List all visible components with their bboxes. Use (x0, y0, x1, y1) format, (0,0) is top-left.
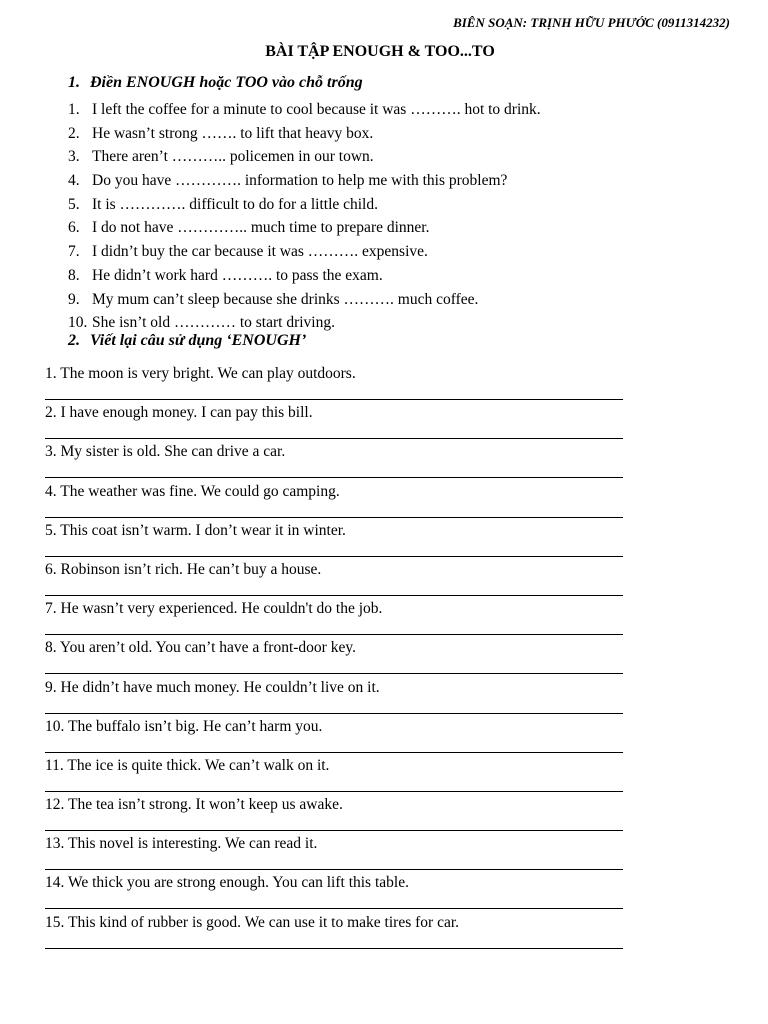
list-item (68, 290, 541, 314)
item-number: 2. (68, 124, 80, 142)
item-number: 3. (68, 148, 80, 166)
list-item (45, 834, 625, 873)
list-item (68, 266, 541, 290)
item-number: 6. (68, 219, 80, 237)
section-1-heading (68, 74, 363, 92)
worksheet-title-text: BÀI TẬP ENOUGH & TOO...TO (265, 43, 495, 60)
item-text: Do you have …………. information to help me with this problem? (92, 172, 508, 190)
author-credit: BIÊN SOẠN: TRỊNH HỮU PHƯỚC (0911314232) (453, 15, 730, 30)
item-number: 10. (68, 314, 88, 332)
list-item (68, 147, 541, 171)
answer-line[interactable] (45, 752, 623, 753)
list-item (68, 242, 541, 266)
item-text: It is …………. difficult to do for a little child. (92, 195, 378, 213)
question-text: 13. This novel is interesting. We can read it. (45, 835, 318, 853)
list-item (45, 482, 625, 521)
answer-line[interactable] (45, 399, 623, 400)
item-number: 9. (68, 290, 80, 308)
list-item (68, 100, 541, 124)
question-text: 11. The ice is quite thick. We can’t walk on it. (45, 756, 330, 774)
item-text: I didn’t buy the car because it was ………. expensive. (92, 243, 428, 261)
list-item (68, 218, 541, 242)
answer-line[interactable] (45, 908, 623, 909)
list-item (45, 913, 625, 952)
item-number: 1. (68, 101, 80, 118)
question-text: 12. The tea isn’t strong. It won’t keep us awake. (45, 796, 343, 814)
list-item (45, 560, 625, 599)
section-2-list (45, 364, 625, 952)
item-text: There aren’t ……….. policemen in our town. (92, 148, 374, 166)
question-text: 5. This coat isn’t warm. I don’t wear it in winter. (45, 521, 346, 539)
answer-line[interactable] (45, 477, 623, 478)
list-item (45, 756, 625, 795)
answer-line[interactable] (45, 830, 623, 831)
question-text: 9. He didn’t have much money. He couldn’t live on it. (45, 678, 380, 696)
list-item (45, 717, 625, 756)
question-text: 1. The moon is very bright. We can play outdoors. (45, 365, 356, 382)
answer-line[interactable] (45, 556, 623, 557)
item-text: My mum can’t sleep because she drinks ………. much coffee. (92, 290, 479, 308)
item-number: 4. (68, 172, 80, 190)
section-2-heading-text: Viết lại câu sử dụng ‘ENOUGH’ (90, 332, 307, 349)
section-1-list (68, 100, 541, 337)
answer-line[interactable] (45, 869, 623, 870)
question-text: 14. We thick you are strong enough. You can lift this table. (45, 874, 409, 892)
answer-line[interactable] (45, 673, 623, 674)
answer-line[interactable] (45, 791, 623, 792)
question-text: 7. He wasn’t very experienced. He couldn't do the job. (45, 600, 383, 618)
section-2-number: 2. (68, 332, 80, 349)
question-text: 2. I have enough money. I can pay this bill. (45, 404, 313, 422)
list-item (45, 599, 625, 638)
question-text: 4. The weather was fine. We could go camping. (45, 482, 340, 500)
list-item (45, 521, 625, 560)
list-item (68, 124, 541, 148)
list-item (45, 795, 625, 834)
list-item (45, 678, 625, 717)
item-number: 5. (68, 195, 80, 213)
list-item (45, 364, 625, 403)
list-item (45, 403, 625, 442)
worksheet-title (0, 43, 768, 61)
answer-line[interactable] (45, 713, 623, 714)
question-text: 8. You aren’t old. You can’t have a front-door key. (45, 639, 356, 657)
item-text: I left the coffee for a minute to cool because it was ………. hot to drink. (92, 101, 541, 118)
answer-line[interactable] (45, 438, 623, 439)
item-text: She isn’t old ………… to start driving. (92, 314, 335, 332)
question-text: 15. This kind of rubber is good. We can use it to make tires for car. (45, 913, 460, 931)
answer-line[interactable] (45, 948, 623, 949)
question-text: 6. Robinson isn’t rich. He can’t buy a house. (45, 560, 322, 578)
list-item (45, 442, 625, 481)
answer-line[interactable] (45, 634, 623, 635)
list-item (68, 171, 541, 195)
item-text: He didn’t work hard ………. to pass the exam. (92, 266, 383, 284)
item-text: I do not have ………….. much time to prepare dinner. (92, 219, 430, 237)
item-number: 8. (68, 266, 80, 284)
question-text: 3. My sister is old. She can drive a car. (45, 443, 286, 461)
question-text: 10. The buffalo isn’t big. He can’t harm you. (45, 717, 323, 735)
item-number: 7. (68, 243, 80, 261)
list-item (45, 638, 625, 677)
section-1-heading-text: Điền ENOUGH hoặc TOO vào chỗ trống (90, 74, 363, 91)
item-text: He wasn’t strong ……. to lift that heavy box. (92, 124, 374, 142)
section-2-heading (68, 332, 306, 350)
section-1-number: 1. (68, 74, 80, 91)
list-item (68, 195, 541, 219)
list-item (45, 873, 625, 912)
answer-line[interactable] (45, 517, 623, 518)
answer-line[interactable] (45, 595, 623, 596)
